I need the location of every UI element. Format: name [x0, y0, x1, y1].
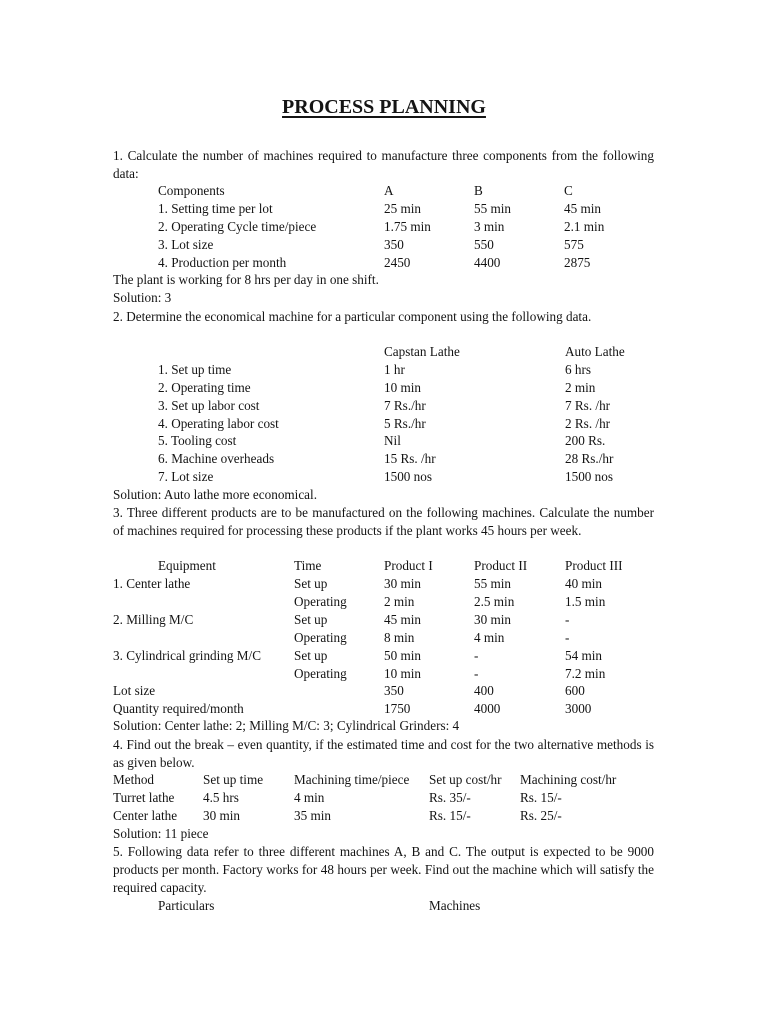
value-auto: 1500 nos: [565, 469, 613, 484]
q3-solution: Solution: Center lathe: 2; Milling M/C: 3; Cylindrical Grinders: 4: [113, 718, 460, 733]
value-capstan: 1500 nos: [384, 469, 432, 484]
time-type: Operating: [294, 666, 347, 681]
setup-cost: Rs. 35/-: [429, 790, 471, 805]
table-row: [0, 682, 768, 700]
table-row: [0, 611, 768, 629]
product-2: 4000: [474, 701, 501, 716]
table-row: [0, 647, 768, 665]
q2-header-auto: Auto Lathe: [565, 344, 625, 359]
product-3: 600: [565, 683, 585, 698]
value-c: 575: [564, 237, 584, 252]
equipment: Lot size: [113, 683, 156, 698]
row-label: 7. Lot size: [158, 469, 214, 484]
table-row: [0, 254, 768, 272]
q4-solution: Solution: 11 piece: [113, 826, 209, 841]
product-2: -: [474, 648, 479, 663]
value-c: 2875: [564, 255, 591, 270]
value-a: 2450: [384, 255, 411, 270]
time-type: Set up: [294, 576, 328, 591]
row-label: 5. Tooling cost: [158, 433, 237, 448]
q5-header-particulars: Particulars: [158, 898, 215, 913]
machining-time: 35 min: [294, 808, 331, 823]
q1-table-header: [0, 182, 768, 200]
row-label: 1. Setting time per lot: [158, 201, 273, 216]
setup-time: 4.5 hrs: [203, 790, 239, 805]
q4-header-machining-cost: Machining cost/hr: [520, 772, 617, 787]
value-b: 550: [474, 237, 494, 252]
q1-header-a: A: [384, 183, 394, 198]
table-row: [0, 665, 768, 683]
table-row: [0, 629, 768, 647]
equipment: Quantity required/month: [113, 701, 244, 716]
table-row: [0, 468, 768, 486]
table-row: [0, 361, 768, 379]
setup-cost: Rs. 15/-: [429, 808, 471, 823]
machining-cost: Rs. 25/-: [520, 808, 562, 823]
q4-table-header: [0, 771, 768, 789]
product-1: 50 min: [384, 648, 421, 663]
table-row: [0, 593, 768, 611]
product-2: -: [474, 666, 479, 681]
product-1: 2 min: [384, 594, 415, 609]
value-a: 1.75 min: [384, 219, 431, 234]
product-2: 2.5 min: [474, 594, 515, 609]
value-capstan: 1 hr: [384, 362, 405, 377]
table-row: [0, 789, 768, 807]
value-capstan: 5 Rs./hr: [384, 416, 426, 431]
product-3: 40 min: [565, 576, 602, 591]
row-label: 6. Machine overheads: [158, 451, 275, 466]
q1-note: The plant is working for 8 hrs per day in one shift.: [113, 272, 379, 287]
product-3: 54 min: [565, 648, 602, 663]
question-1-text: 1. Calculate the number of machines required to manufacture three components from the following data:: [113, 148, 654, 181]
product-2: 30 min: [474, 612, 511, 627]
product-1: 30 min: [384, 576, 421, 591]
time-type: Operating: [294, 630, 347, 645]
table-row: [0, 415, 768, 433]
setup-time: 30 min: [203, 808, 240, 823]
value-a: 25 min: [384, 201, 421, 216]
product-1: 10 min: [384, 666, 421, 681]
time-type: Set up: [294, 648, 328, 663]
method: Turret lathe: [113, 790, 175, 805]
q2-header-capstan: Capstan Lathe: [384, 344, 460, 359]
product-2: 400: [474, 683, 494, 698]
row-label: 4. Operating labor cost: [158, 416, 279, 431]
q4-header-setup-cost: Set up cost/hr: [429, 772, 502, 787]
q5-header-machines: Machines: [429, 898, 481, 913]
value-b: 55 min: [474, 201, 511, 216]
page-title: PROCESS PLANNING: [282, 96, 486, 118]
value-b: 3 min: [474, 219, 505, 234]
q5-table-header: [0, 897, 768, 915]
q2-table-header: [0, 343, 768, 361]
table-row: [0, 700, 768, 718]
question-4-text: 4. Find out the break – even quantity, if the estimated time and cost for the two alternative methods is as given below.: [113, 737, 654, 770]
value-auto: 200 Rs.: [565, 433, 606, 448]
table-row: [0, 200, 768, 218]
value-c: 45 min: [564, 201, 601, 216]
equipment: 3. Cylindrical grinding M/C: [113, 648, 261, 663]
value-auto: 7 Rs. /hr: [565, 398, 611, 413]
row-label: 1. Set up time: [158, 362, 232, 377]
table-row: [0, 379, 768, 397]
product-3: 1.5 min: [565, 594, 606, 609]
value-b: 4400: [474, 255, 501, 270]
q2-solution: Solution: Auto lathe more economical.: [113, 487, 317, 502]
product-3: -: [565, 612, 570, 627]
q3-header-product-2: Product II: [474, 558, 528, 573]
product-1: 45 min: [384, 612, 421, 627]
product-1: 1750: [384, 701, 411, 716]
time-type: Set up: [294, 612, 328, 627]
q1-header-components: Components: [158, 183, 225, 198]
q1-solution: Solution: 3: [113, 290, 172, 305]
value-capstan: 10 min: [384, 380, 421, 395]
value-auto: 2 Rs. /hr: [565, 416, 611, 431]
q3-header-equipment: Equipment: [158, 558, 216, 573]
value-capstan: 7 Rs./hr: [384, 398, 426, 413]
table-row: [0, 432, 768, 450]
value-capstan: 15 Rs. /hr: [384, 451, 436, 466]
equipment: 1. Center lathe: [113, 576, 191, 591]
table-row: [0, 807, 768, 825]
value-auto: 2 min: [565, 380, 596, 395]
product-3: 3000: [565, 701, 592, 716]
product-1: 8 min: [384, 630, 415, 645]
method: Center lathe: [113, 808, 178, 823]
product-3: 7.2 min: [565, 666, 606, 681]
row-label: 4. Production per month: [158, 255, 287, 270]
value-capstan: Nil: [384, 433, 401, 448]
time-type: Operating: [294, 594, 347, 609]
row-label: 2. Operating time: [158, 380, 251, 395]
value-auto: 28 Rs./hr: [565, 451, 614, 466]
value-c: 2.1 min: [564, 219, 605, 234]
table-row: [0, 450, 768, 468]
product-3: -: [565, 630, 570, 645]
value-a: 350: [384, 237, 404, 252]
question-5-text: 5. Following data refer to three different machines A, B and C. The output is expected to be 9000 products per month. Factory works for 48 hours per week. Find out the machine which will satisfy the required capacity.: [113, 844, 654, 895]
q1-header-b: B: [474, 183, 483, 198]
table-row: [0, 397, 768, 415]
question-3-text: 3. Three different products are to be manufactured on the following machines. Calculate the number of machines required for processing these products if the plant works 45 hours per week.: [113, 505, 654, 538]
q1-header-c: C: [564, 183, 573, 198]
table-row: [0, 236, 768, 254]
q3-header-time: Time: [294, 558, 322, 573]
q3-header-product-1: Product I: [384, 558, 433, 573]
equipment: 2. Milling M/C: [113, 612, 194, 627]
value-auto: 6 hrs: [565, 362, 592, 377]
q4-header-machining-time: Machining time/piece: [294, 772, 410, 787]
product-2: 4 min: [474, 630, 505, 645]
question-2-text: 2. Determine the economical machine for a particular component using the following data.: [113, 309, 592, 324]
row-label: 2. Operating Cycle time/piece: [158, 219, 317, 234]
product-1: 350: [384, 683, 404, 698]
machining-time: 4 min: [294, 790, 325, 805]
product-2: 55 min: [474, 576, 511, 591]
table-row: [0, 575, 768, 593]
q3-table-header: [0, 557, 768, 575]
row-label: 3. Lot size: [158, 237, 214, 252]
q4-header-setup-time: Set up time: [203, 772, 264, 787]
q4-header-method: Method: [113, 772, 155, 787]
table-row: [0, 218, 768, 236]
row-label: 3. Set up labor cost: [158, 398, 260, 413]
machining-cost: Rs. 15/-: [520, 790, 562, 805]
q3-header-product-3: Product III: [565, 558, 623, 573]
